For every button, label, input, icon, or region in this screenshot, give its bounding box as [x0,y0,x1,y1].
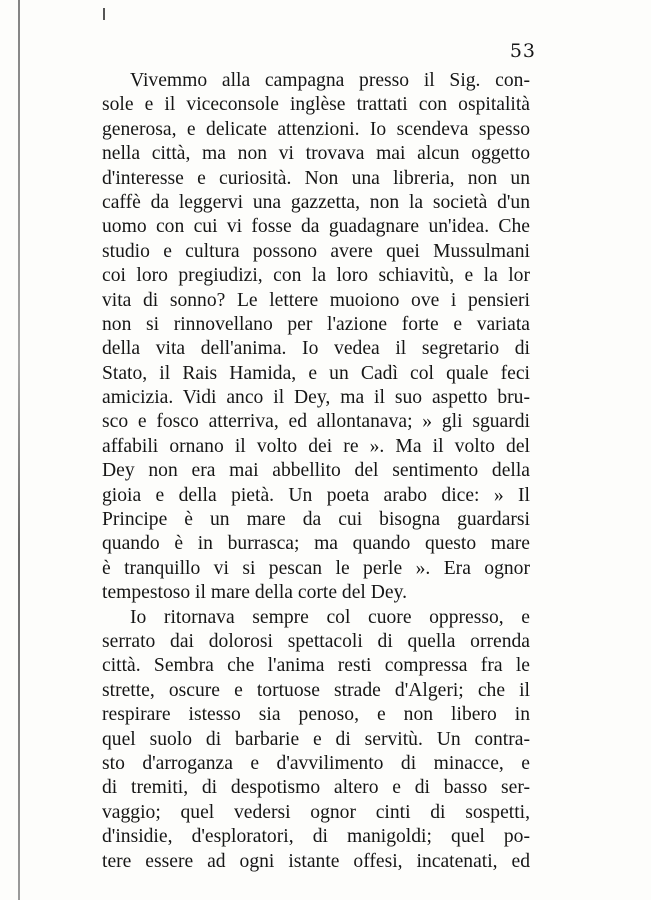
text-line: d'insidie, d'esploratori, di manigoldi; quel po- [102,826,530,848]
text-line: Io ritornava sempre col cuore oppresso, e [130,606,530,628]
text-line: quando è in burrasca; ma quando questo mare [102,533,530,555]
text-line: Dey non era mai abbellito del sentimento della [102,460,530,482]
text-line: Stato, il Rais Hamida, e un Cadì col quale feci [102,362,530,384]
page-gutter-edge [18,0,20,900]
text-line: generosa, e delicate attenzioni. Io scendeva spesso [102,118,530,140]
text-line: studio e cultura possono avere quei Mussulmani [102,240,530,262]
text-line: coi loro pregiudizi, con la loro schiavitù, e la lor [102,265,530,287]
margin-mark [103,8,105,20]
text-line: quel suolo di barbarie e di servitù. Un contra- [102,728,530,750]
text-line: d'interesse e curiosità. Non una libreria, non un [102,167,530,189]
text-line: tempestoso il mare della corte del Dey. [102,582,408,604]
text-line: vaggio; quel vedersi ognor cinti di sospetti, [102,801,530,823]
text-line: nella città, ma non vi trovava mai alcun oggetto [102,143,530,165]
text-line: amicizia. Vidi anco il Dey, ma il suo aspetto bru- [102,387,530,409]
text-line: strette, oscure e tortuose strade d'Algeri; che il [102,679,530,701]
text-line: sco e fosco atterriva, ed allontanava; » gli sguardi [102,411,530,433]
text-line: caffè da leggervi una gazzetta, non la società d'un [102,191,530,213]
text-line: uomo con cui vi fosse da guadagnare un'idea. Che [102,216,530,238]
text-line: sto d'arroganza e d'avvilimento di minacce, e [102,752,530,774]
text-line: serrato dai dolorosi spettacoli di quella orrenda [102,630,530,652]
text-line: Principe è un mare da cui bisogna guardarsi [102,509,530,531]
text-line: è tranquillo vi si pescan le perle ». Era ognor [102,557,530,579]
text-line: non si rinnovellano per l'azione forte e variata [102,313,530,335]
text-line: di tremiti, di despotismo altero e di basso ser- [102,777,530,799]
page-number: 53 [509,40,536,62]
text-line: tere essere ad ogni istante offesi, incatenati, ed [102,850,530,872]
text-line: respirare istesso sia penoso, e non libero in [102,704,530,726]
text-line: Vivemmo alla campagna presso il Sig. con- [130,70,530,91]
text-line: gioia e della pietà. Un poeta arabo dice: » Il [102,484,530,506]
text-line: affabili ornano il volto dei re ». Ma il volto del [102,435,530,457]
text-line: vita di sonno? Le lettere muoiono ove i pensieri [102,289,530,311]
text-line: della vita dell'anima. Io vedea il segretario di [102,338,530,360]
text-line: sole e il viceconsole inglèse trattati con ospitalità [102,94,530,116]
body-text [102,69,530,874]
text-line: città. Sembra che l'anima resti compressa fra le [102,655,530,677]
